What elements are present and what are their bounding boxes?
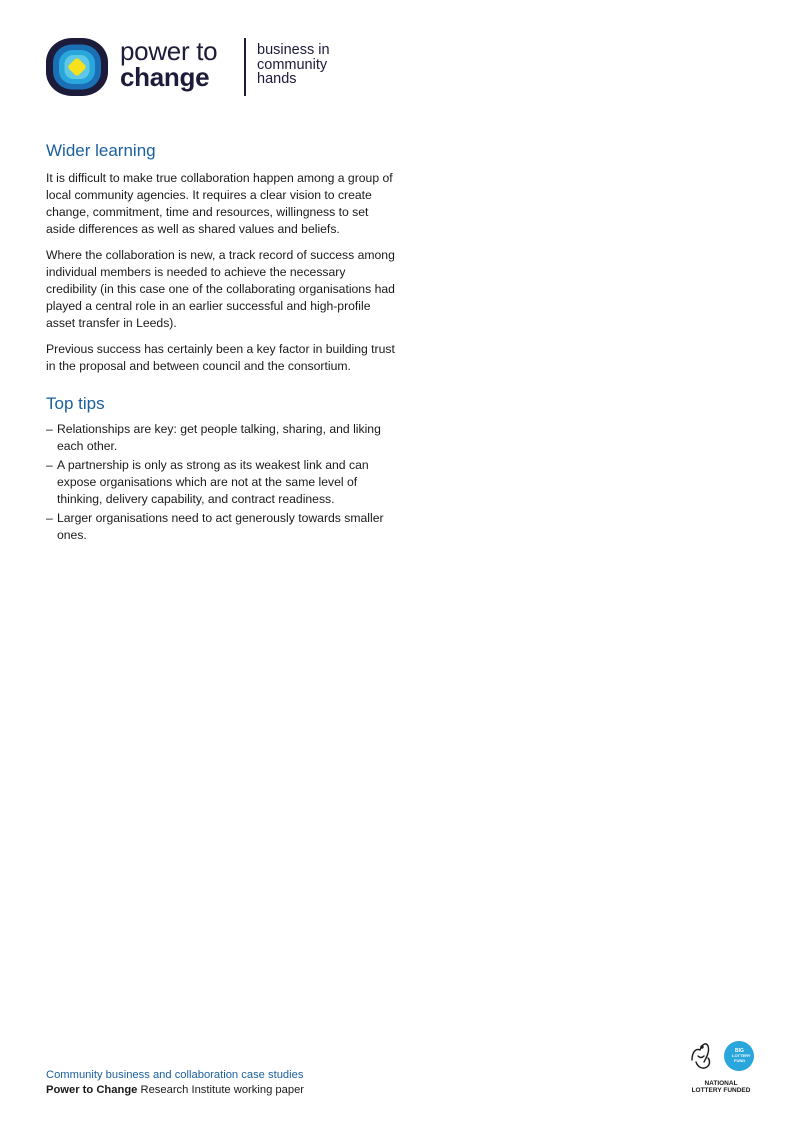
- tagline-line: hands: [257, 71, 297, 87]
- crossed-fingers-icon: [686, 1038, 758, 1080]
- list-item-text: Relationships are key: get people talking, sharing, and liking each other.: [57, 422, 381, 453]
- brand-divider: [244, 38, 246, 96]
- list-item-text: A partnership is only as strong as its weakest link and can expose organisations which are not at the same level of thinking, delivery capability, and contract readiness.: [57, 458, 369, 506]
- main-content: [46, 140, 396, 546]
- brand-name-line2: change: [120, 62, 210, 92]
- top-tips-list: [46, 421, 396, 544]
- tagline-line: business in: [257, 42, 330, 58]
- header: [46, 36, 366, 98]
- body-paragraph: Previous success has certainly been a key factor in building trust in the proposal and between council and the consortium.: [46, 342, 395, 373]
- power-to-change-logo-icon: [46, 38, 108, 96]
- body-paragraph: It is difficult to make true collaboration happen among a group of local community agencies. It requires a clear vision to create change, commitment, time and resources, willingness to set aside differences as well as shared values and beliefs.: [46, 171, 393, 236]
- footer-series-title: Community business and collaboration case studies: [46, 1069, 304, 1081]
- page-footer: [46, 1068, 304, 1098]
- list-item: [46, 421, 396, 455]
- badge-text-line: LOTTERY: [732, 1053, 751, 1058]
- list-item: [46, 457, 396, 508]
- list-item-text: Larger organisations need to act generously towards smaller ones.: [57, 511, 384, 542]
- lottery-caption-line: LOTTERY FUNDED: [691, 1087, 751, 1094]
- lottery-caption-line: NATIONAL: [704, 1080, 738, 1087]
- section-heading-top-tips: Top tips: [46, 394, 105, 413]
- brand-tagline: [257, 43, 330, 87]
- body-paragraph: Where the collaboration is new, a track record of success among individual members is needed to achieve the necessary credibility (in this case one of the collaborating organisations had played a central role in an earlier successful and high-profile asset transfer in Leeds).: [46, 248, 395, 330]
- brand-name-line1: power to: [120, 36, 218, 66]
- footer-paper-type: Research Institute working paper: [140, 1084, 305, 1096]
- lottery-caption: [686, 1080, 756, 1094]
- tagline-line: community: [257, 56, 328, 73]
- national-lottery-logo: [686, 1038, 758, 1096]
- bullet-dash: –: [46, 458, 53, 472]
- badge-text-line: FUND: [734, 1058, 746, 1063]
- bullet-dash: –: [46, 511, 53, 525]
- footer-org-name: Power to Change: [46, 1084, 138, 1096]
- list-item: [46, 510, 396, 544]
- section-heading-wider-learning: Wider learning: [46, 141, 156, 160]
- badge-text-line: BIG: [735, 1048, 744, 1054]
- bullet-dash: –: [46, 422, 53, 436]
